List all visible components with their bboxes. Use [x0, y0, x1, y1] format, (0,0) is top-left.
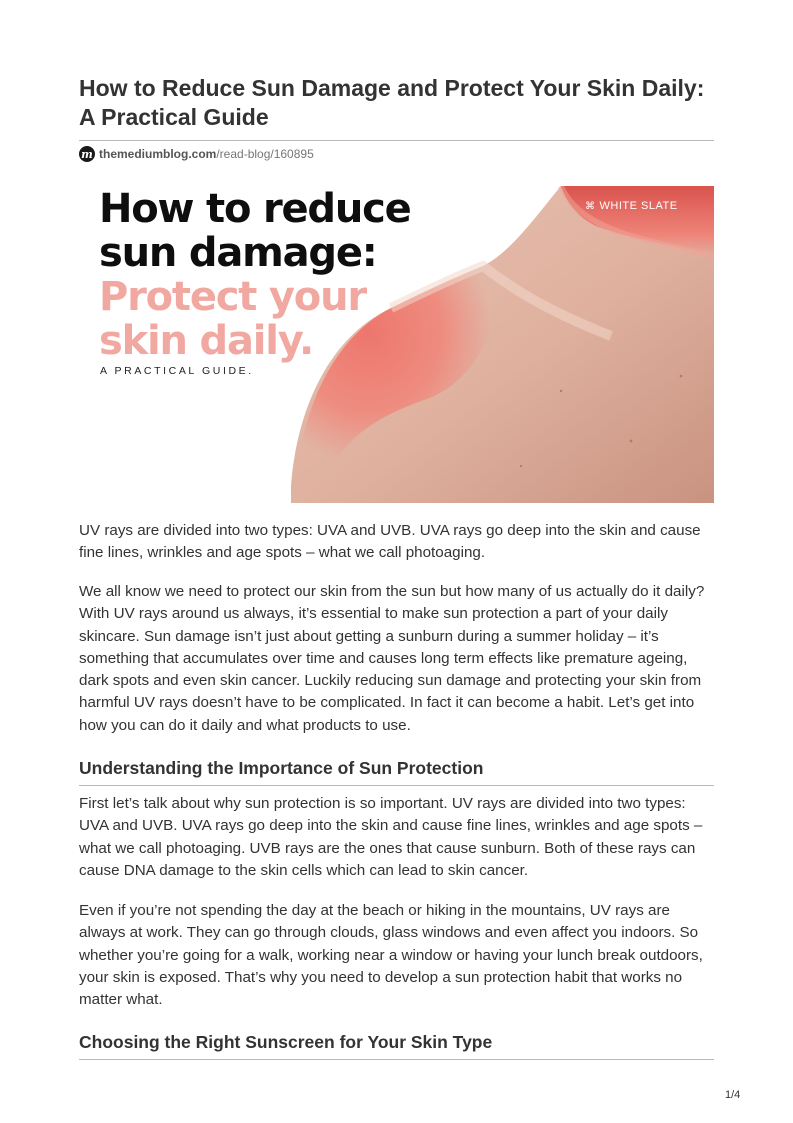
brand-name: WHITE SLATE: [599, 200, 678, 212]
hero-headline-line-1: How to reduce: [99, 186, 411, 232]
source-line: [79, 145, 314, 163]
paragraph-habit: We all know we need to protect our skin from the sun but how many of us actually do it daily? With UV rays around us always, it’s essential to make sun protection a part of your daily skincare. Sun damage isn’t just about getting a sunburn during a summer holiday – it’s something that accumulates over time and causes long term effects like premature ageing, dark spots and even skin cancer. Luckily reducing sun damage and protecting your skin from harmful UV rays doesn’t have to be complicated. In fact it can become a habit. Let’s get into how you can do it daily and what products to use.: [79, 583, 705, 734]
site-logo-icon: m: [79, 146, 95, 162]
article-title: How to Reduce Sun Damage and Protect Your Skin Daily: A Practical Guide: [79, 75, 705, 130]
title-divider: [79, 140, 714, 141]
hero-headline-line-3: Protect your: [99, 274, 366, 320]
page-number: 1/4: [725, 1089, 741, 1101]
brand-mark-icon: ⌘: [585, 201, 596, 212]
paragraph-uv-types: First let’s talk about why sun protection is so important. UV rays are divided into two types: UVA and UVB. UVA rays go deep into the skin and cause fine lines, wrinkles and age spots – what we call photoaging. UVB rays are the ones that cause sunburn. Both of these rays can cause DNA damage to the skin cells which can lead to skin cancer.: [79, 795, 703, 879]
hero-image: [91, 186, 714, 503]
hero-headline-line-2: sun damage:: [99, 230, 377, 276]
paragraph-uv-exposure: Even if you’re not spending the day at the beach or hiking in the mountains, UV rays are always at work. They can go through clouds, glass windows and even affect you indoors. So whether you’re going for a walk, working near a window or having your lunch break outdoors, your skin is exposed. That’s why you need to develop a sun protection habit that works no matter what.: [79, 902, 703, 1009]
source-domain[interactable]: themediumblog.com: [99, 147, 217, 161]
section-divider: [79, 785, 714, 786]
source-path[interactable]: /read-blog/160895: [216, 147, 314, 161]
section-heading-importance: Understanding the Importance of Sun Protection: [79, 758, 484, 778]
section-divider: [79, 1059, 714, 1060]
paragraph-intro: UV rays are divided into two types: UVA and UVB. UVA rays go deep into the skin and cause fine lines, wrinkles and age spots – what we call photoaging.: [79, 522, 701, 562]
brand-watermark: [585, 200, 678, 212]
hero-headline-line-4: skin daily.: [99, 318, 313, 364]
section-heading-sunscreen: Choosing the Right Sunscreen for Your Skin Type: [79, 1032, 493, 1052]
hero-subtitle: A PRACTICAL GUIDE.: [100, 365, 254, 377]
